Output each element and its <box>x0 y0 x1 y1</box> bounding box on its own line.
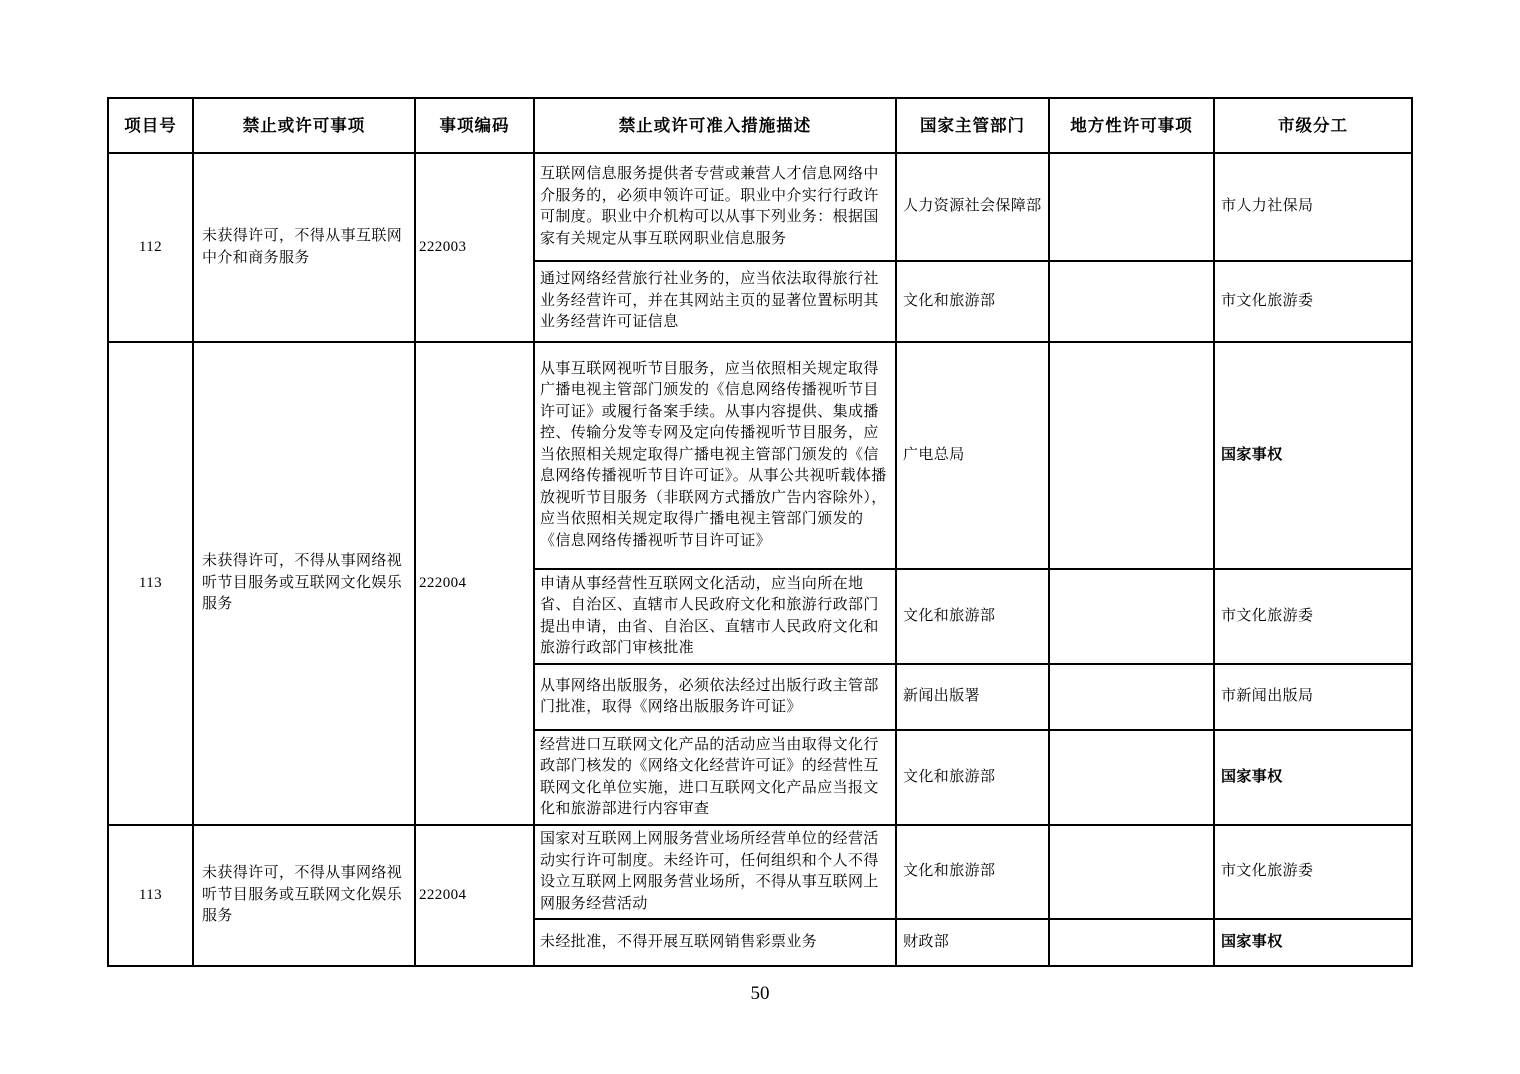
local-permit-item-cell <box>1049 919 1214 966</box>
measure-description-cell: 互联网信息服务提供者专营或兼营人才信息网络中介服务的，必须申领许可证。职业中介实行行政许可制度。职业中介机构可以从事下列业务：根据国家有关规定从事互联网职业信息服务 <box>534 153 896 261</box>
national-department-cell: 财政部 <box>896 919 1049 966</box>
local-permit-item-cell <box>1049 664 1214 730</box>
measure-description-cell: 从事互联网视听节目服务，应当依照相关规定取得广播电视主管部门颁发的《信息网络传播视听节目许可证》或履行备案手续。从事内容提供、集成播控、传输分发等专网及定向传播视听节目服务，应当依照相关规定取得广播电视主管部门颁发的《信息网络传播视听节目许可证》。从事公共视听载体播放视听节目服务（非联网方式播放广告内容除外），应当依照相关规定取得广播电视主管部门颁发的《信息网络传播视听节目许可证》 <box>534 342 896 569</box>
measure-description-cell: 经营进口互联网文化产品的活动应当由取得文化行政部门核发的《网络文化经营许可证》的经营性互联网文化单位实施，进口互联网文化产品应当报文化和旅游部进行内容审查 <box>534 730 896 825</box>
item-code-cell: 222004 <box>415 825 534 966</box>
local-permit-item-cell <box>1049 730 1214 825</box>
prohibit-permit-item-cell: 未获得许可，不得从事互联网中介和商务服务 <box>193 153 415 342</box>
measure-description-cell: 通过网络经营旅行社业务的，应当依法取得旅行社业务经营许可，并在其网站主页的显著位置标明其业务经营许可证信息 <box>534 261 896 342</box>
city-division-cell: 市文化旅游委 <box>1214 261 1412 342</box>
city-division-cell: 国家事权 <box>1214 919 1412 966</box>
column-header-local-permit-item: 地方性许可事项 <box>1049 98 1214 153</box>
local-permit-item-cell <box>1049 569 1214 664</box>
project-number-cell: 113 <box>108 342 193 825</box>
city-division-cell: 国家事权 <box>1214 342 1412 569</box>
city-division-cell: 市人力社保局 <box>1214 153 1412 261</box>
item-code-cell: 222004 <box>415 342 534 825</box>
city-division-cell: 市文化旅游委 <box>1214 569 1412 664</box>
national-department-cell: 文化和旅游部 <box>896 569 1049 664</box>
measure-description-cell: 从事网络出版服务，必须依法经过出版行政主管部门批准，取得《网络出版服务许可证》 <box>534 664 896 730</box>
national-department-cell: 广电总局 <box>896 342 1049 569</box>
table-body <box>108 153 1412 966</box>
column-header-measure-description: 禁止或许可准入措施描述 <box>534 98 896 153</box>
national-department-cell: 新闻出版署 <box>896 664 1049 730</box>
table-row <box>108 153 1412 261</box>
table-row <box>108 825 1412 919</box>
table-row <box>108 342 1412 569</box>
project-number-cell: 112 <box>108 153 193 342</box>
measure-description-cell: 申请从事经营性互联网文化活动，应当向所在地省、自治区、直辖市人民政府文化和旅游行政部门提出申请，由省、自治区、直辖市人民政府文化和旅游行政部门审核批准 <box>534 569 896 664</box>
national-department-cell: 文化和旅游部 <box>896 825 1049 919</box>
column-header-city-division: 市级分工 <box>1214 98 1412 153</box>
national-department-cell: 文化和旅游部 <box>896 261 1049 342</box>
column-header-project-number: 项目号 <box>108 98 193 153</box>
city-division-cell: 市文化旅游委 <box>1214 825 1412 919</box>
local-permit-item-cell <box>1049 261 1214 342</box>
page-number: 50 <box>750 983 770 1004</box>
prohibit-permit-item-cell: 未获得许可，不得从事网络视听节目服务或互联网文化娱乐服务 <box>193 825 415 966</box>
national-department-cell: 人力资源社会保障部 <box>896 153 1049 261</box>
local-permit-item-cell <box>1049 825 1214 919</box>
local-permit-item-cell <box>1049 342 1214 569</box>
item-code-cell: 222003 <box>415 153 534 342</box>
project-number-cell: 113 <box>108 825 193 966</box>
measure-description-cell: 未经批准，不得开展互联网销售彩票业务 <box>534 919 896 966</box>
city-division-cell: 市新闻出版局 <box>1214 664 1412 730</box>
national-department-cell: 文化和旅游部 <box>896 730 1049 825</box>
local-permit-item-cell <box>1049 153 1214 261</box>
permit-matrix-table <box>107 97 1413 967</box>
city-division-cell: 国家事权 <box>1214 730 1412 825</box>
column-header-national-department: 国家主管部门 <box>896 98 1049 153</box>
table-header <box>108 98 1412 153</box>
column-header-item-code: 事项编码 <box>415 98 534 153</box>
column-header-prohibit-permit-item: 禁止或许可事项 <box>193 98 415 153</box>
header-row <box>108 98 1412 153</box>
prohibit-permit-item-cell: 未获得许可，不得从事网络视听节目服务或互联网文化娱乐服务 <box>193 342 415 825</box>
measure-description-cell: 国家对互联网上网服务营业场所经营单位的经营活动实行许可制度。未经许可，任何组织和个人不得设立互联网上网服务营业场所，不得从事互联网上网服务经营活动 <box>534 825 896 919</box>
